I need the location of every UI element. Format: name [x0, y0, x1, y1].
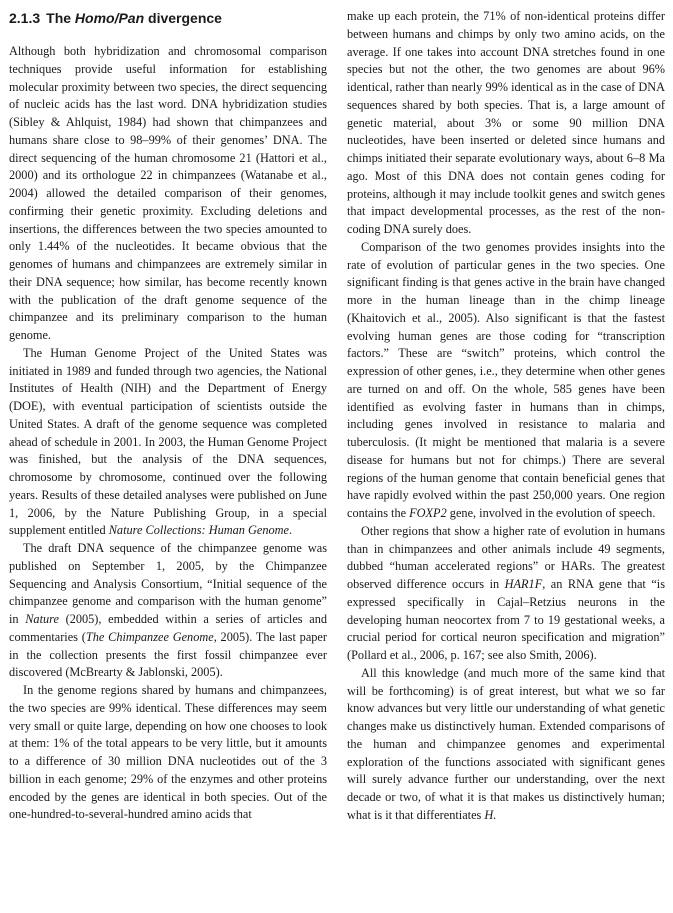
- heading-pre: The: [46, 10, 75, 26]
- paragraph-8: [347, 665, 665, 825]
- paragraph-4: In the genome regions shared by humans and chimpanzees, the two species are 99% identical. These differences may seem very small or quite large, depending on how one chooses to look at them: 1% of the total appears to be very little, but it amounts to a difference of 30 million DNA nucleotides out of the 3 billion in each genome; 29% of the enzymes and other proteins encoded by the genes are identical in both species. Out of the one-hundred-to-several-hundred amino acids that: [9, 683, 327, 822]
- paragraph-5: make up each protein, the 71% of non-identical proteins differ between humans and chimps by only two amino acids, on the average. If one takes into account DNA stretches found in one species but not the other, the two genomes are about 96% identical, rather than nearly 99% identical as in the case of DNA sequences shared by both species. That is, a large amount of genetic material, about 3% or some 90 million DNA nucleotides, have been inserted or deleted since humans and chimps initiated their separate evolutionary ways, about 6–8 Ma ago. Most of this DNA does not contain genes coding for proteins, although it may include toolkit genes and switch genes that impact developmental processes, as the rest of the non-coding DNA surely does.: [347, 9, 665, 236]
- italic-title: The Chimpanzee Genome: [85, 629, 214, 644]
- right-column: [347, 8, 665, 825]
- text-run: , 2005). The last paper in the collection presents the first fossil chimpanzee ever discovered (McBrearty & Jablonski, 2005).: [9, 629, 327, 680]
- paragraph-2: [9, 345, 327, 540]
- text-run: gene, involved in the evolution of speech.: [446, 506, 656, 520]
- section-heading: [9, 8, 327, 28]
- italic-gene: HAR1F: [504, 577, 543, 591]
- text-run: (2005), embedded within a series of articles and commentaries (: [9, 612, 328, 644]
- text-run: Comparison of the two genomes provides insights into the rate of evolution of particular genes in the two species. One significant finding is that genes active in the brain have changed more in the human lineage than in the chimp lineage (Khaitovich et al., 2005). Also significant is that the fastest evolving human genes are those coding for “transcription factors.” These are “switch” proteins, which control the expression of other genes, i.e., they determine when other genes are turned on and off. On the whole, 585 genes have been identified as evolving faster in humans than in chimps, including genes involved in resistance to malaria and tuberculosis. (It might be mentioned that malaria is a severe disease for humans but not for chimps.) There are several regions of the human genome that contain beneficial genes that have rapidly evolved within the past 250,000 years. One region contains the: [347, 239, 665, 520]
- text-run: Other regions that show a higher rate of evolution in humans than in chimpanzees and other animals include 49 segments, dubbed “human accelerated regions” or HARs. The greatest observed difference occurs in: [347, 523, 665, 591]
- paragraph-7: [347, 523, 665, 665]
- section-number: 2.1.3: [9, 10, 41, 26]
- paragraph-6: [347, 239, 665, 523]
- heading-italic: Homo/Pan: [74, 10, 145, 26]
- text-run: The draft DNA sequence of the chimpanzee genome was published on September 1, 2005, by the Chimpanzee Sequencing and Analysis Consortium, “Initial sequence of the chimpanzee genome and comparison with the human genome” in: [9, 541, 327, 626]
- paragraph-3: [9, 540, 327, 682]
- left-column: [9, 8, 327, 824]
- text-run: .: [288, 523, 293, 538]
- text-run: , an RNA gene that “is expressed specifically in Cajal–Retzius neurons in the developing human neocortex from 7 to 19 gestational weeks, a crucial period for cortical neuron specification and migration” (Pollard et al., 2006, p. 167; see also Smith, 2006).: [347, 577, 666, 662]
- italic-genus: H.: [484, 807, 497, 822]
- italic-journal: Nature: [25, 612, 59, 626]
- italic-gene: FOXP2: [409, 506, 447, 520]
- paragraph-1: Although both hybridization and chromosomal comparison techniques provide useful information for establishing molecular proximity between two species, the direct sequencing of nucleic acids has the last word. DNA hybridization studies (Sibley & Ahlquist, 1984) had shown that chimpanzees and humans share close to 98–99% of their genomes’ DNA. The direct sequencing of the human chromosome 21 (Hattori et al., 2000) and its orthologue 22 in chimpanzees (Watanabe et al., 2004) allowed the detailed comparison of their genomes, confirming their genetic proximity. Excluding deletions and insertions, the differences between the two species amounted to only 1.44% of the nucleotides. It became obvious that the genomes of humans and chimpanzees are extremely similar in their DNA sequence; how similar, has become recently known with the publication of the draft genome sequence of the chimpanzee and its preliminary comparison to the human genome.: [9, 44, 327, 342]
- text-run: All this knowledge (and much more of the same kind that will be forthcoming) is of great interest, but what we so far know advances but very little our understanding of what genetic changes make us distinctively human. Extended comparisons of the human and chimpanzee genomes and experimental exploration of the functions associated with significant genes will surely advance further our understanding, over the next decade or two, of what it is that makes us distinctively human; what is it that differentiates: [347, 665, 665, 822]
- heading-post: divergence: [144, 10, 222, 26]
- text-run: The Human Genome Project of the United States was initiated in 1989 and funded through two agencies, the National Institutes of Health (NIH) and the Department of Energy (DOE), with eventual participation of scientists outside the United States. A draft of the genome sequence was completed ahead of schedule in 2001. In 2003, the Human Genome Project was finished, but the analysis of the DNA sequences, chromosome by chromosome, continued over the following years. Results of these detailed analyses were published on June 1, 2006, by the Nature Publishing Group, in a special supplement entitled: [9, 345, 327, 538]
- italic-title: Nature Collections: Human Genome: [108, 523, 289, 538]
